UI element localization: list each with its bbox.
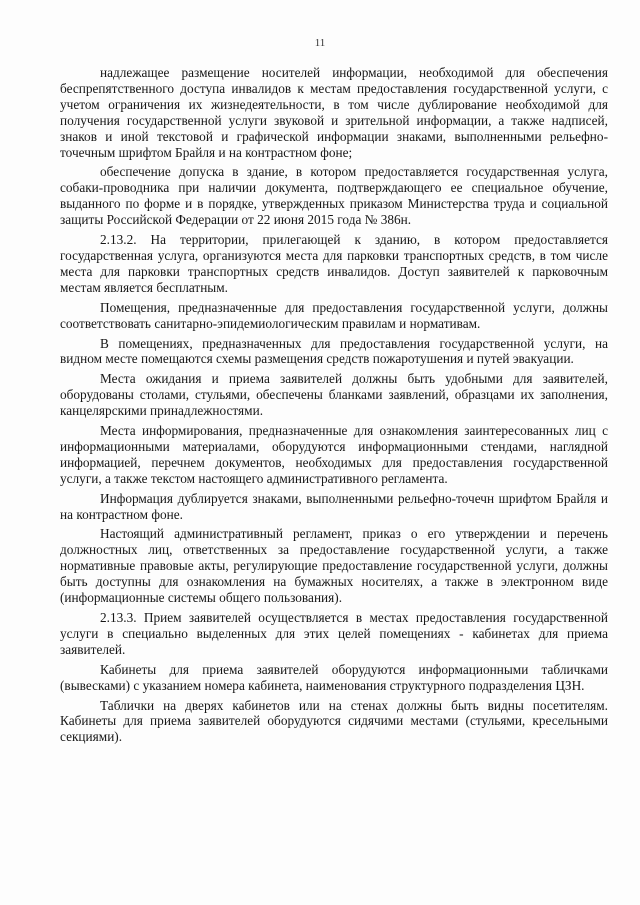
paragraph: В помещениях, предназначенных для предоставления государственной услуги, на видном месте помещаются схемы размещения средств пожаротушения и путей эвакуации.	[60, 335, 608, 367]
paragraph: Места информирования, предназначенные для ознакомления заинтересованных лиц с информационными материалами, оборудуются информационными стендами, наглядной информацией, перечнем документов, необходимых для предоставления государственной услуги, а также текстом настоящего административного регламента.	[60, 423, 608, 486]
paragraph: 2.13.2. На территории, прилегающей к зданию, в котором предоставляется государственная услуга, организуются места для парковки транспортных средств, в том числе места для парковки транспортных средств инвалидов. Доступ заявителей к парковочным местам является бесплатным.	[60, 232, 608, 295]
document-body	[60, 65, 608, 749]
paragraph: надлежащее размещение носителей информации, необходимой для обеспечения беспрепятственного доступа инвалидов к местам предоставления государственной услуги, с учетом ограничения их жизнедеятельности, в том числе дублирование необходимой для получения государственной услуги звуковой и зрительной информации, а также надписей, знаков и иной текстовой и графической информации знаками, выполненными рельефно-точечным шрифтом Брайля и на контрастном фоне;	[60, 65, 608, 160]
paragraph: Места ожидания и приема заявителей должны быть удобными для заявителей, оборудованы столами, стульями, обеспечены бланками заявлений, образцами их заполнения, канцелярскими принадлежностями.	[60, 371, 608, 419]
paragraph: 2.13.3. Прием заявителей осуществляется в местах предоставления государственной услуги в специально выделенных для этих целей помещениях - кабинетах для приема заявителей.	[60, 610, 608, 657]
page-number: 11	[314, 37, 326, 49]
paragraph: Таблички на дверях кабинетов или на стенах должны быть видны посетителям. Кабинеты для приема заявителей оборудуются сидячими местами (стульями, кресельными секциями).	[60, 697, 608, 745]
paragraph: Кабинеты для приема заявителей оборудуются информационными табличками (вывесками) с указанием номера кабинета, наименования структурного подразделения ЦЗН.	[60, 661, 608, 693]
paragraph: Настоящий административный регламент, приказ о его утверждении и перечень должностных лиц, ответственных за предоставление государственной услуги, а также нормативные правовые акты, регулирующие предоставление государственной услуги, должны быть доступны для ознакомления на бумажных носителях, а также в электронном виде (информационные системы общего пользования).	[60, 526, 608, 606]
paragraph: Информация дублируется знаками, выполненными рельефно-точечн шрифтом Брайля и на контрастном фоне.	[60, 490, 608, 522]
paragraph: обеспечение допуска в здание, в котором предоставляется государственная услуга, собаки-проводника при наличии документа, подтверждающего ее специальное обучение, выданного по форме и в порядке, утвержденных приказом Министерства труда и социальной защиты Российской Федерации от 22 июня 2015 года № 386н.	[60, 164, 608, 228]
paragraph: Помещения, предназначенные для предоставления государственной услуги, должны соответствовать санитарно-эпидемиологическим правилам и нормативам.	[60, 299, 608, 331]
